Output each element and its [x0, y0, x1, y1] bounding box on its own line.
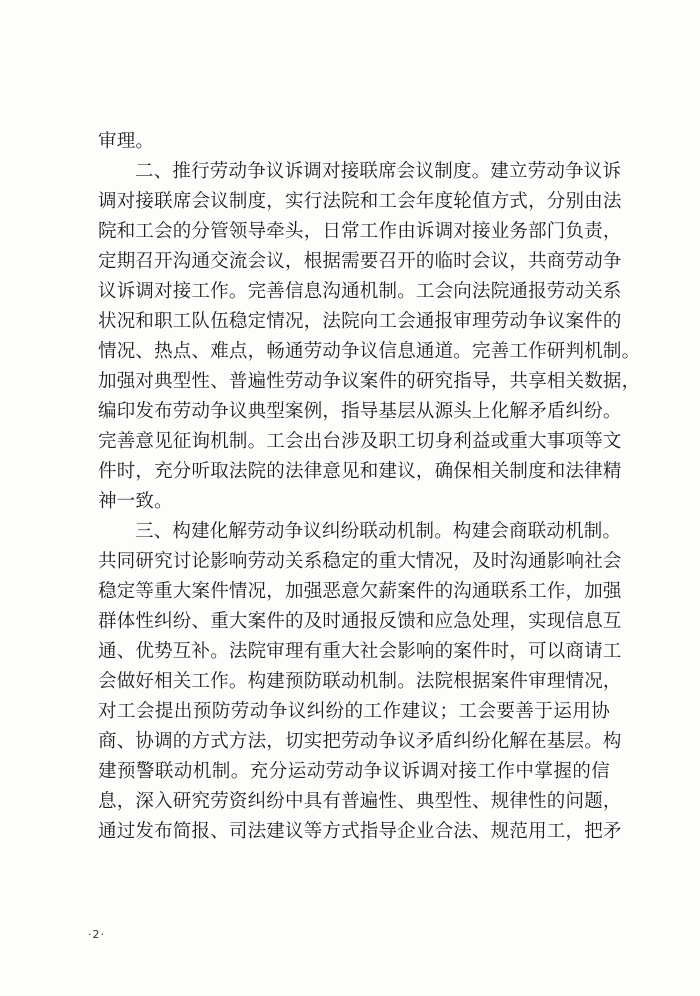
text-line: 稳定等重大案件情况，加强恶意欠薪案件的沟通联系工作，加强	[98, 581, 622, 602]
page-number: ·2·	[88, 928, 105, 941]
text-line: 状况和职工队伍稳定情况，法院向工会通报审理劳动争议案件的	[98, 311, 622, 332]
text-line: 通、优势互补。法院审理有重大社会影响的案件时，可以商请工	[98, 641, 622, 662]
text-line: 群体性纠纷、重大案件的及时通报反馈和应急处理，实现信息互	[98, 611, 622, 632]
text-line: 定期召开沟通交流会议，根据需要召开的临时会议，共商劳动争	[98, 251, 622, 272]
text-line: 议诉调对接工作。完善信息沟通机制。工会向法院通报劳动关系	[98, 281, 622, 302]
text-line: 件时，充分听取法院的法律意见和建议，确保相关制度和法律精	[98, 461, 622, 482]
text-line: 建预警联动机制。充分运动劳动争议诉调对接工作中掌握的信	[98, 761, 610, 782]
text-line: 息，深入研究劳资纠纷中具有普遍性、典型性、规律性的问题，	[98, 791, 622, 812]
text-line: 情况、热点、难点，畅通劳动争议信息通道。完善工作研判机制。	[98, 341, 641, 362]
text-line: 会做好相关工作。构建预防联动机制。法院根据案件审理情况，	[98, 671, 622, 692]
section-heading-line: 二、推行劳动争议诉调对接联席会议制度。建立劳动争议诉	[135, 161, 622, 182]
text-line: 加强对典型性、普遍性劳动争议案件的研究指导，共享相关数据，	[98, 371, 641, 392]
text-line: 商、协调的方式方法，切实把劳动争议矛盾纠纷化解在基层。构	[98, 731, 622, 752]
body-text	[98, 127, 641, 847]
section-heading-line: 三、构建化解劳动争议纠纷联动机制。构建会商联动机制。	[135, 521, 622, 542]
text-line: 调对接联席会议制度，实行法院和工会年度轮值方式，分别由法	[98, 191, 622, 212]
text-line: 神一致。	[98, 491, 173, 512]
text-line: 审理。	[98, 131, 155, 152]
text-line: 编印发布劳动争议典型案例，指导基层从源头上化解矛盾纠纷。	[98, 401, 622, 422]
text-line: 通过发布简报、司法建议等方式指导企业合法、规范用工，把矛	[98, 821, 622, 842]
text-line: 对工会提出预防劳动争议纠纷的工作建议；工会要善于运用协	[98, 701, 610, 722]
text-line: 共同研究讨论影响劳动关系稳定的重大情况，及时沟通影响社会	[98, 551, 622, 572]
text-line: 院和工会的分管领导牵头，日常工作由诉调对接业务部门负责，	[98, 221, 622, 242]
text-line: 完善意见征询机制。工会出台涉及职工切身利益或重大事项等文	[98, 431, 622, 452]
